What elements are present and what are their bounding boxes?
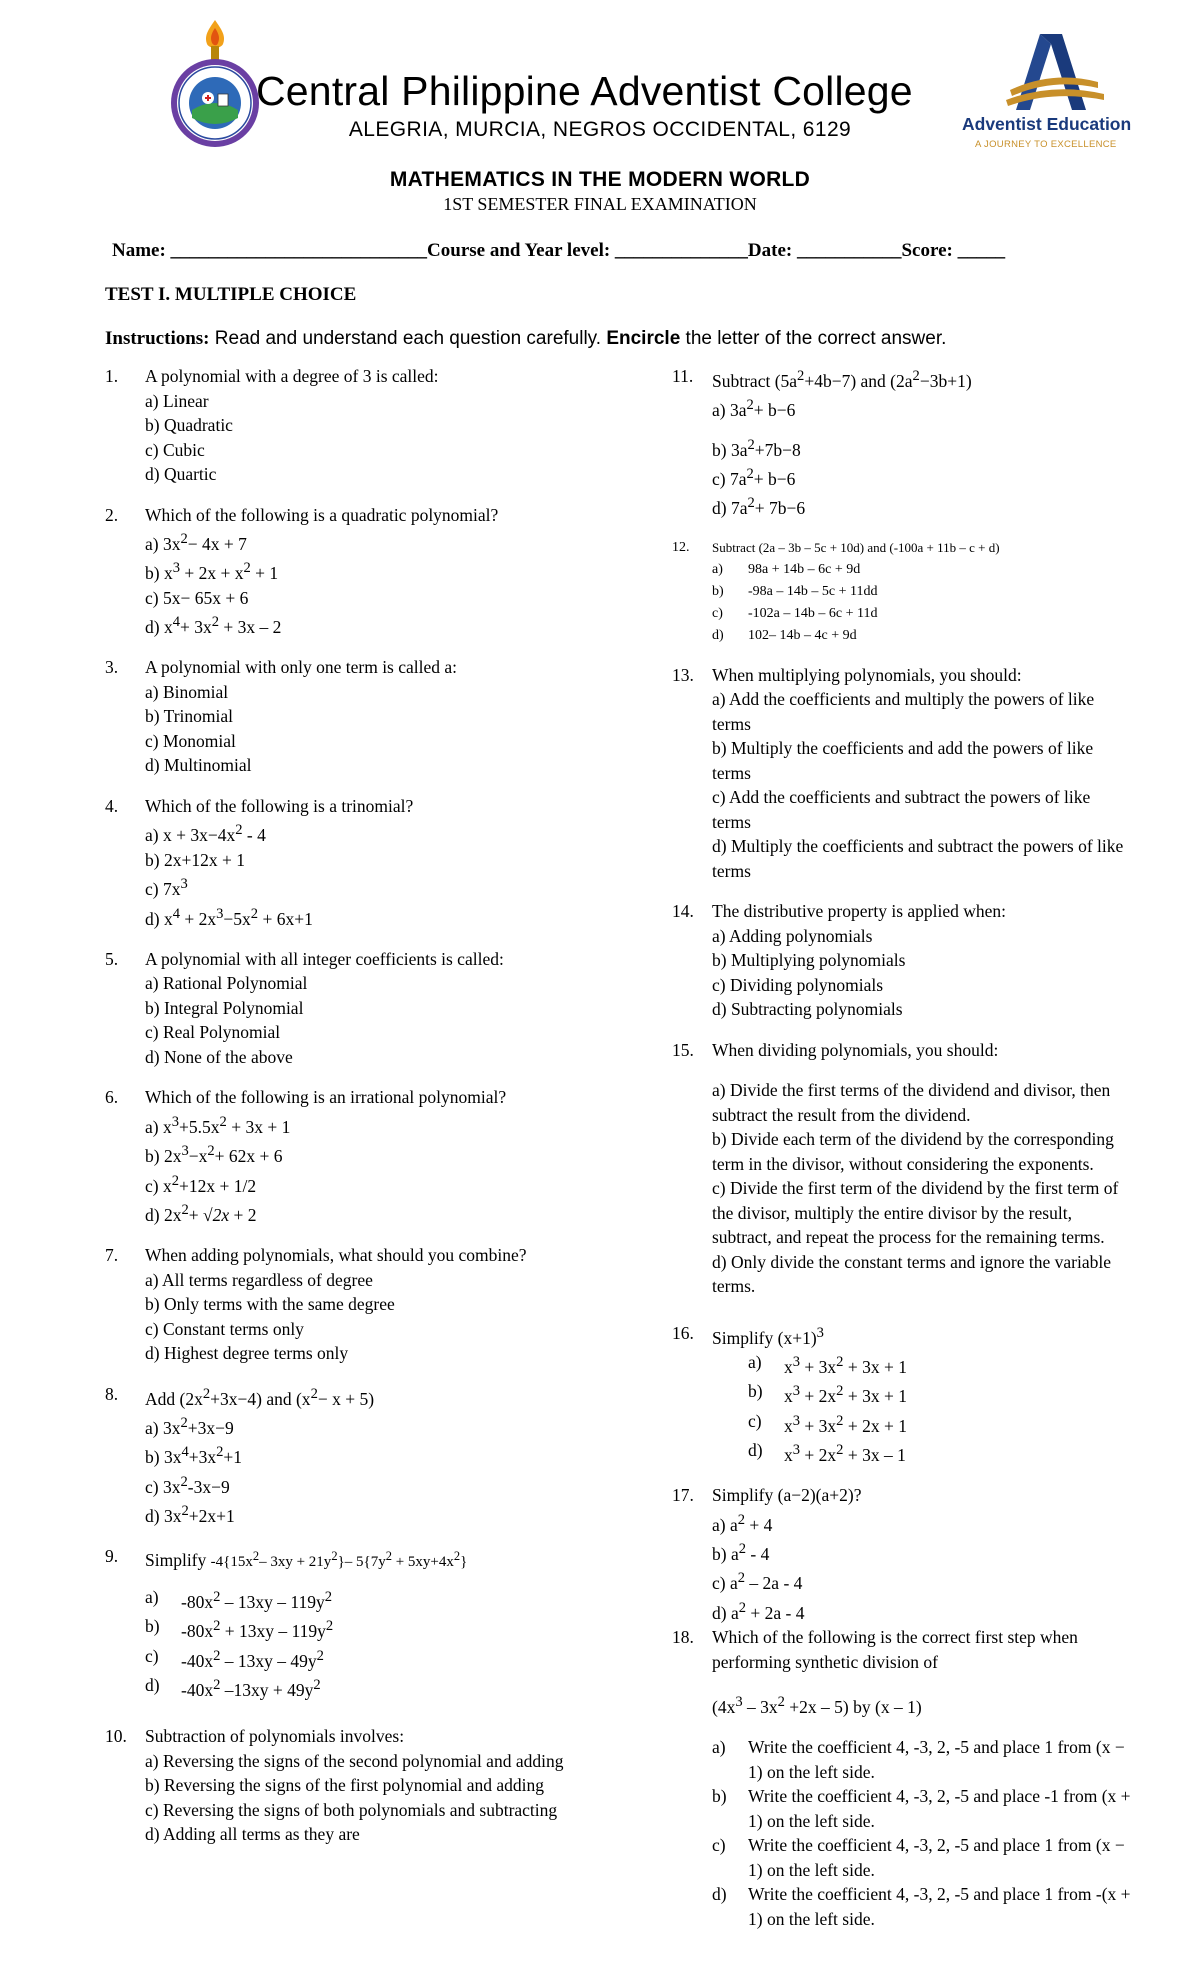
- option-b: b) Multiply the coefficients and add the powers of like terms: [712, 738, 1094, 783]
- option-c: c) $x^3 + 3x^2 + 2x + 1$: [748, 1410, 907, 1436]
- division-expression: $(4x^3 - 3x^2 +2x - 5)$ by (x – 1): [712, 1694, 922, 1717]
- option-b: b) $3a^2+7b-8$: [712, 436, 801, 460]
- option-d: d) $x^4+ 3x^2 + 3x - 2$: [145, 614, 282, 637]
- option-b: b) Divide each term of the dividend by the corresponding term in the divisor, without considering the exponents.: [712, 1129, 1114, 1174]
- question-text: Simplify $(x+1)^3$: [712, 1324, 824, 1348]
- questions-left-column: [105, 364, 570, 1863]
- question-text: Simplify (a−2)(a+2)?: [712, 1485, 862, 1506]
- option-d: d) $x^4 + 2x^3-5x^2 + 6x+1$: [145, 905, 313, 929]
- question-text: When multiplying polynomials, you should:: [712, 664, 1022, 685]
- option-c: c) -102a – 14b – 6c + 11d: [712, 605, 878, 621]
- question-10: [105, 1724, 570, 1847]
- adventist-education-logo: [958, 30, 1128, 155]
- option-d: d) None of the above: [145, 1046, 293, 1067]
- option-c: c) $7x^3$: [145, 876, 188, 900]
- question-number: 14.: [672, 901, 694, 922]
- option-c: c) Reversing the signs of both polynomials and subtracting: [145, 1799, 558, 1820]
- questions-right-column: [672, 364, 1132, 1947]
- college-name: Central Philippine Adventist College: [256, 68, 913, 114]
- option-a: a) $3a^2+ b-6$: [712, 397, 796, 421]
- question-text: Subtract $(5a^2+4b-7)$ and $(2a^2-3b+1)$: [712, 368, 972, 391]
- option-c: c) $-40x^2 - 13xy - 49y^2$: [145, 1645, 324, 1671]
- option-b: b) Write the coefficient 4, -3, 2, -5 and place -1 from (x + 1) on the left side.: [712, 1786, 1131, 1831]
- question-14: [672, 899, 1132, 1022]
- question-number: 6.: [105, 1087, 119, 1108]
- question-text: A polynomial with only one term is called a:: [145, 657, 458, 678]
- option-a: a) $x^3 + 3x^2 + 3x + 1$: [748, 1351, 907, 1377]
- instructions: [105, 328, 946, 350]
- question-2: [105, 503, 570, 640]
- option-a: a) Write the coefficient 4, -3, 2, -5 and place 1 from (x − 1) on the left side.: [712, 1737, 1125, 1782]
- question-number: 15.: [672, 1039, 694, 1060]
- question-7: [105, 1243, 570, 1366]
- option-a: a) $3x^2- 4x + 7$: [145, 531, 247, 554]
- option-a: a) $3x^2+3x-9$: [145, 1415, 234, 1438]
- option-c: c) 5x− 65x + 6: [145, 587, 249, 608]
- question-4: [105, 794, 570, 931]
- option-b: b) $-80x^2 + 13xy - 119y^2$: [145, 1616, 334, 1642]
- option-a: a) $-80x^2 - 13xy - 119y^2$: [145, 1586, 333, 1612]
- option-b: b) $2x^3-x^2+ 62x + 6$: [145, 1143, 283, 1167]
- exam-subtitle: 1ST SEMESTER FINAL EXAMINATION: [443, 194, 757, 214]
- option-b: b) -98a – 14b – 5c + 11dd: [712, 583, 878, 599]
- option-b: b) Integral Polynomial: [145, 997, 304, 1018]
- question-1: [105, 364, 570, 487]
- option-d: d) Subtracting polynomials: [712, 999, 903, 1020]
- option-b: b) Trinomial: [145, 706, 234, 727]
- option-b: b) $x^3 + 2x^2 + 3x + 1$: [748, 1381, 907, 1407]
- option-b: b) Only terms with the same degree: [145, 1294, 395, 1315]
- option-d: d) Multiply the coefficients and subtract the powers of like terms: [712, 836, 1124, 881]
- option-b: b) $x^3 + 2x + x^2 + 1$: [145, 560, 279, 584]
- question-text: A polynomial with all integer coefficients is called:: [145, 948, 504, 969]
- option-d: d) Only divide the constant terms and ignore the variable terms.: [712, 1251, 1111, 1297]
- question-text: Simplify $-4\{15x^2-$ $3xy + 21y^2\}-$ $5\{7y^2 + 5xy+4x^2\}$: [145, 1549, 468, 1571]
- option-d: d) $-40x^2$ $-13xy + 49y^2$: [145, 1674, 321, 1700]
- college-address: ALEGRIA, MURCIA, NEGROS OCCIDENTAL, 6129: [348, 118, 852, 141]
- question-number: 16.: [672, 1322, 694, 1343]
- option-a: a) Divide the first terms of the dividend and divisor, then subtract the result from the dividend.: [712, 1080, 1111, 1125]
- option-b: b) Multiplying polynomials: [712, 950, 906, 971]
- option-c: c) Monomial: [145, 730, 236, 751]
- adventist-education-name: Adventist Education: [962, 114, 1132, 134]
- question-text: Which of the following is an irrational polynomial?: [145, 1087, 507, 1108]
- option-d: d) $2x^2+ √2x + 2$: [145, 1201, 257, 1225]
- option-d: d) Write the coefficient 4, -3, 2, -5 and place 1 from -(x + 1) on the left side.: [712, 1884, 1131, 1929]
- option-c: c) Constant terms only: [145, 1318, 304, 1339]
- option-d: d) 102– 14b – 4c + 9d: [712, 627, 857, 643]
- option-b: b) Quadratic: [145, 415, 233, 435]
- option-a: a) 98a + 14b – 6c + 9d: [712, 561, 861, 577]
- option-a: a) Rational Polynomial: [145, 973, 308, 994]
- question-number: 12.: [672, 539, 690, 555]
- test-heading: TEST I. MULTIPLE CHOICE: [105, 284, 357, 305]
- question-text: When dividing polynomials, you should:: [712, 1039, 999, 1060]
- option-d: d) Highest degree terms only: [145, 1343, 349, 1364]
- option-d: d) $x^3 + 2x^2 + 3x - 1$: [748, 1439, 906, 1465]
- question-number: 5.: [105, 948, 119, 969]
- question-15: [672, 1038, 1132, 1299]
- question-number: 13.: [672, 664, 694, 685]
- option-b: b) Reversing the signs of the first polynomial and adding: [145, 1775, 545, 1796]
- question-13: [672, 663, 1132, 884]
- option-a: a) Adding polynomials: [712, 925, 873, 946]
- question-number: 1.: [105, 366, 119, 386]
- question-number: 3.: [105, 657, 119, 678]
- option-b: b) $3x^4+3x^2+1$: [145, 1444, 243, 1468]
- question-text: Add $(2x^2+3x-4)$ and $(x^2- x + 5)$: [145, 1385, 375, 1409]
- question-number: 17.: [672, 1485, 694, 1506]
- option-a: a) $x^3+5.5x^2 + 3x + 1$: [145, 1113, 291, 1137]
- student-info-fields: Name: ___________________________Course and Year level: ______________Date: ___________Score: _____: [112, 240, 1006, 261]
- adventist-education-tagline: A JOURNEY TO EXCELLENCE: [975, 139, 1117, 150]
- option-d: d) Quartic: [145, 464, 217, 484]
- option-c: c) Add the coefficients and subtract the powers of like terms: [712, 787, 1091, 832]
- option-a: a) All terms regardless of degree: [145, 1269, 373, 1290]
- question-number: 8.: [105, 1383, 119, 1404]
- option-d: d) $3x^2+2x+1$: [145, 1503, 235, 1526]
- question-text: Which of the following is the correct first step when performing synthetic division of: [712, 1627, 1078, 1672]
- question-9: [105, 1544, 570, 1702]
- instructions-text: Read and understand each question carefully. Encircle the letter of the correct answer.: [209, 328, 947, 349]
- option-a: a) Linear: [145, 390, 209, 411]
- option-a: a) $x + 3x-4x^2 - 4$: [145, 822, 266, 846]
- option-c: c) $7a^2+ b-6$: [712, 465, 796, 489]
- option-b: b) $a^2 - 4$: [712, 1541, 770, 1564]
- option-a: a) $a^2 + 4$: [712, 1511, 773, 1535]
- question-3: [105, 655, 570, 778]
- question-text: A polynomial with a degree of 3 is called:: [145, 366, 439, 386]
- question-number: 7.: [105, 1245, 119, 1266]
- question-16: [672, 1321, 1132, 1468]
- option-a: a) Binomial: [145, 681, 229, 702]
- option-c: c) Write the coefficient 4, -3, 2, -5 and place 1 from (x − 1) on the left side.: [712, 1835, 1125, 1880]
- question-text: Which of the following is a trinomial?: [145, 795, 414, 816]
- question-8: [105, 1382, 570, 1529]
- option-d: d) Multinomial: [145, 755, 252, 776]
- option-d: d) Adding all terms as they are: [145, 1824, 360, 1845]
- question-18: [672, 1625, 1132, 1931]
- question-5: [105, 947, 570, 1070]
- exam-title: MATHEMATICS IN THE MODERN WORLD: [389, 168, 811, 191]
- document-header: [0, 0, 1200, 160]
- question-text: Subtract (2a – 3b – 5c + 10d) and (-100a + 11b – c + d): [712, 539, 1000, 555]
- option-a: a) Add the coefficients and multiply the powers of like terms: [712, 689, 1095, 734]
- option-b: b) 2x+12x + 1: [145, 849, 245, 870]
- option-c: c) Divide the first term of the dividend by the first term of the divisor, multiply the entire divisor by the result, subtract, and repeat the process for the remaining terms.: [712, 1178, 1119, 1248]
- option-c: c) $a^2 - 2a - 4$: [712, 1570, 803, 1594]
- question-text: Which of the following is a quadratic polynomial?: [145, 504, 499, 525]
- question-number: 11.: [672, 366, 694, 386]
- question-text: The distributive property is applied when:: [712, 901, 1007, 922]
- option-c: c) Dividing polynomials: [712, 974, 884, 995]
- option-c: c) $x^2+12x + 1/2$: [145, 1172, 257, 1196]
- question-number: 10.: [105, 1726, 127, 1747]
- question-number: 18.: [672, 1627, 694, 1648]
- option-d: d) $a^2 + 2a - 4$: [712, 1599, 805, 1623]
- question-11: [672, 364, 1132, 521]
- instructions-label: Instructions:: [105, 328, 210, 349]
- option-d: d) $7a^2+ 7b-6$: [712, 495, 806, 519]
- option-c: c) $3x^2-3x-9$: [145, 1473, 230, 1497]
- question-text: When adding polynomials, what should you combine?: [145, 1245, 527, 1266]
- option-c: c) Cubic: [145, 439, 205, 460]
- question-number: 9.: [105, 1546, 119, 1567]
- option-c: c) Real Polynomial: [145, 1022, 281, 1043]
- question-text: Subtraction of polynomials involves:: [145, 1726, 405, 1747]
- question-number: 4.: [105, 795, 119, 816]
- question-number: 2.: [105, 504, 119, 525]
- question-17: [672, 1483, 1132, 1625]
- option-a: a) Reversing the signs of the second polynomial and adding: [145, 1750, 564, 1771]
- question-12: [672, 537, 1132, 647]
- question-6: [105, 1085, 570, 1227]
